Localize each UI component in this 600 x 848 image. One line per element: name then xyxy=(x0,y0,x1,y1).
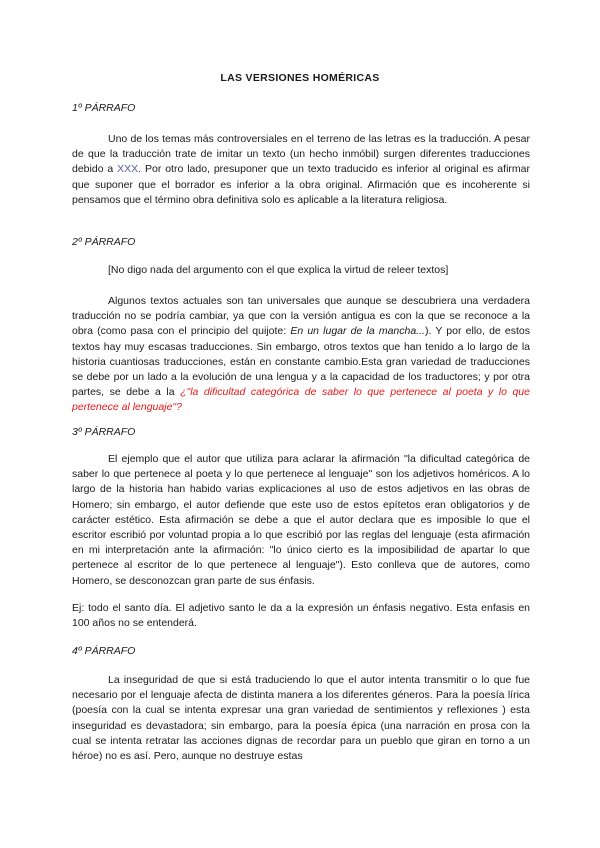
highlighted-question: ¿"la dificultad categórica de saber lo que pertenece al poeta y lo que pertenece al lenguaje"? xyxy=(72,386,530,414)
section-4-paragraph: La inseguridad de que si está traduciendo lo que el autor intenta transmitir o lo que fue necesario por el lenguaje afecta de distinta manera a los diferentes géneros. Para la poesía lírica (poesía con la cual se intenta expresar una gran variedad de sentimientos y reflexiones ) esta inseguridad es devastadora; sin embargo, para la poesía épica (una narración en prosa con la cual se intenta retratar las acciones dignas de recordar para un pueblo que giran en torno a un héroe) no es así. Pero, aunque no destruye estas xyxy=(72,674,530,763)
section-4-heading: 4º PÁRRAFO xyxy=(72,645,136,657)
section-3-heading: 3º PÁRRAFO xyxy=(72,426,136,438)
document-title: LAS VERSIONES HOMÉRICAS xyxy=(220,72,380,84)
section-2-text-a: Algunos textos actuales son tan universales que aunque se descubriera una verdadera traducción no se podría cambiar, ya que con la versión antigua es con la que se reconoce a la obra (como pasa con el principio del quijote: xyxy=(72,295,530,338)
quijote-quote: En un lugar de la mancha... xyxy=(290,325,425,338)
section-1-text-b: . Por otro lado, presuponer que un texto traducido es inferior al original es afirmar que suponer que el borrador es inferior a la obra original. Afirmación que es incoherente si pensamos que el término obra definitiva solo es aplicable a la literatura religiosa. xyxy=(72,163,530,206)
section-1-heading: 1º PÁRRAFO xyxy=(72,102,136,114)
section-3-example: Ej: todo el santo día. El adjetivo santo le da a la expresión un énfasis negativo. Esta enfasis en 100 años no se entenderá. xyxy=(72,602,530,630)
placeholder-xxx: XXX xyxy=(117,163,139,176)
section-1-text-a: Uno de los temas más controversiales en el terreno de las letras es la traducción. A pesar de que la traducción trate de imitar un texto (un hecho inmóbil) surgen diferentes traducciones debido a xyxy=(72,133,530,176)
section-2-note: [No digo nada del argumento con el que explica la virtud de releer textos] xyxy=(108,264,449,276)
section-2-text-b: ). Y por ello, de estos textos hay muy escasas traducciones. Sin embargo, otros textos que han tenido a lo largo de la historia cuantiosas traducciones, están en constante cambio.Esta gran variedad de traducciones se debe por un lado a la evolución de una lengua y a la capacidad de los traductores; y por otra partes, se debe a la xyxy=(72,325,531,399)
section-2-paragraph xyxy=(72,294,530,416)
section-2-heading: 2º PÁRRAFO xyxy=(72,236,136,248)
section-1-paragraph xyxy=(72,132,530,208)
section-3-paragraph: El ejemplo que el autor que utiliza para aclarar la afirmación "la dificultad categórica de saber lo que pertenece al poeta y lo que pertenece al lenguaje" son los adjetivos homéricos. A lo largo de la historia han habido varias explicaciones al uso de estos adjetivos en las obras de Homero; sin embargo, el autor defiende que este uso de estos epítetos eran obligatorios y de carácter estético. Esta afirmación se debe a que el autor declara que es imposible lo que el escritor escribió por voluntad propia a lo que escribió por las reglas del lenguaje (esta afirmación en mi interpretación ante la afirmación: "lo único cierto es la imposibilidad de apartar lo que pertenece al escritor de lo que pertenece al lenguaje"). Esto conlleva que de autores, como Homero, se desconozcan gran parte de sus énfasis. xyxy=(72,453,530,587)
